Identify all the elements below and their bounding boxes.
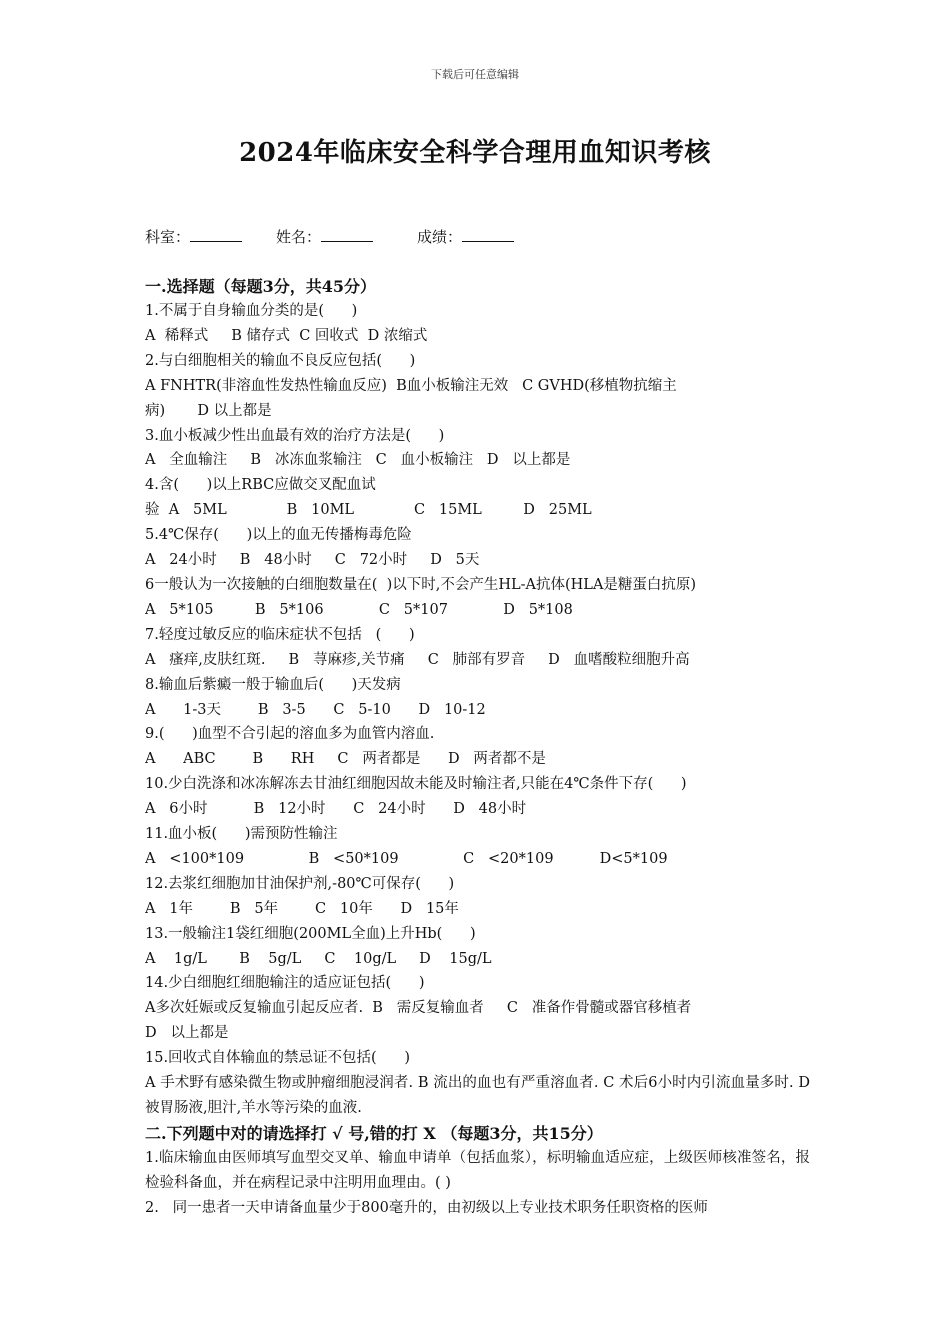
- question-line: A 1年 B 5年 C 10年 D 15年: [145, 900, 459, 917]
- question-line: A 1g/L B 5g/L C 10g/L D 15g/L: [145, 950, 492, 967]
- section-heading-truefalse: 二.下列题中对的请选择打 √ 号,错的打 X （每题3分，共15分）: [145, 1123, 603, 1143]
- page-title: 2024年临床安全科学合理用血知识考核: [239, 138, 711, 168]
- question-line: 验 A 5ML B 10ML C 15ML D 25ML: [145, 502, 592, 519]
- exam-content: [145, 274, 810, 1221]
- question-line: 4.含( )以上RBC应做交叉配血试: [145, 477, 376, 494]
- question-line: 15.回收式自体输血的禁忌证不包括( ): [145, 1050, 411, 1067]
- question-15-options: A 手术野有感染微生物或肿瘤细胞浸润者. B 流出的血也有严重溶血者. C 术后6小时内引流血量多时. D 被胃肠液,胆汁,羊水等污染的血液.: [145, 1075, 810, 1116]
- question-line: A多次妊娠或反复输血引起反应者. B 需反复输血者 C 准备作骨髓或器官移植者: [145, 1000, 692, 1017]
- question-line: 8.输血后紫癜一般于输血后( )天发病: [145, 676, 401, 693]
- score-label: 成绩：: [417, 228, 463, 246]
- question-line: A <100*109 B <50*109 C <20*109 D<5*109: [145, 850, 668, 867]
- question-line: A 24小时 B 48小时 C 72小时 D 5天: [145, 552, 480, 569]
- question-line: 病) D 以上都是: [145, 402, 272, 419]
- question-line: 3.血小板减少性出血最有效的治疗方法是( ): [145, 427, 445, 444]
- question-line: A 1-3天 B 3-5 C 5-10 D 10-12: [145, 701, 486, 718]
- question-line: 2.与白细胞相关的输血不良反应包括( ): [145, 352, 416, 369]
- question-line: A FNHTR(非溶血性发热性输血反应) B血小板输注无效 C GVHD(移植物抗缩主: [145, 377, 677, 394]
- question-line: 11.血小板( )需预防性输注: [145, 826, 338, 843]
- question-line: 10.少白洗涤和冰冻解冻去甘油红细胞因故未能及时输注者,只能在4℃条件下存( ): [145, 776, 687, 793]
- question-line: 12.去浆红细胞加甘油保护剂,-80℃可保存( ): [145, 875, 455, 892]
- question-line: A 6小时 B 12小时 C 24小时 D 48小时: [145, 801, 527, 818]
- question-line: 14.少白细胞红细胞输注的适应证包括( ): [145, 975, 425, 992]
- question-line: 9.( )血型不合引起的溶血多为血管内溶血.: [145, 726, 435, 743]
- name-label: 姓名：: [276, 228, 322, 246]
- score-blank: [462, 227, 514, 242]
- question-line: 5.4℃保存( )以上的血无传播梅毒危险: [145, 527, 412, 544]
- tf-question-2: 2. 同一患者一天申请备血量少于800毫升的，由初级以上专业技术职务任职资格的医师: [145, 1199, 708, 1216]
- question-line: A 5*105 B 5*106 C 5*107 D 5*108: [145, 601, 573, 618]
- question-line: 13.一般输注1袋红细胞(200ML全血)上升Hb( ): [145, 925, 476, 942]
- tf-question-1: 1.临床输血由医师填写血型交叉单、输血申请单（包括血浆），标明输血适应症，上级医师核准签名，报检验科备血，并在病程记录中注明用血理由。( ): [145, 1149, 810, 1191]
- question-line: 6一般认为一次接触的白细胞数量在( )以下时,不会产生HL-A抗体(HLA是糖蛋白抗原): [145, 576, 697, 593]
- header-note: 下载后可任意编辑: [431, 68, 519, 81]
- section-heading-choice: 一.选择题（每题3分，共45分）: [145, 277, 376, 296]
- question-line: 7.轻度过敏反应的临床症状不包括 ( ): [145, 626, 415, 643]
- name-blank: [321, 227, 373, 242]
- question-line: 1.不属于自身输血分类的是( ): [145, 303, 358, 319]
- info-row: [145, 226, 514, 247]
- question-line: D 以上都是: [145, 1025, 229, 1042]
- question-line: A 稀释式 B 储存式 C 回收式 D 浓缩式: [145, 327, 428, 344]
- dept-label: 科室：: [145, 228, 191, 246]
- choice-questions: [145, 299, 810, 1071]
- question-line: A 瘙痒,皮肤红斑. B 荨麻疹,关节痛 C 肺部有罗音 D 血嗜酸粒细胞升高: [145, 651, 690, 668]
- question-line: A ABC B RH C 两者都是 D 两者都不是: [145, 751, 546, 768]
- dept-blank: [190, 227, 242, 242]
- question-line: A 全血输注 B 冰冻血浆输注 C 血小板输注 D 以上都是: [145, 452, 571, 469]
